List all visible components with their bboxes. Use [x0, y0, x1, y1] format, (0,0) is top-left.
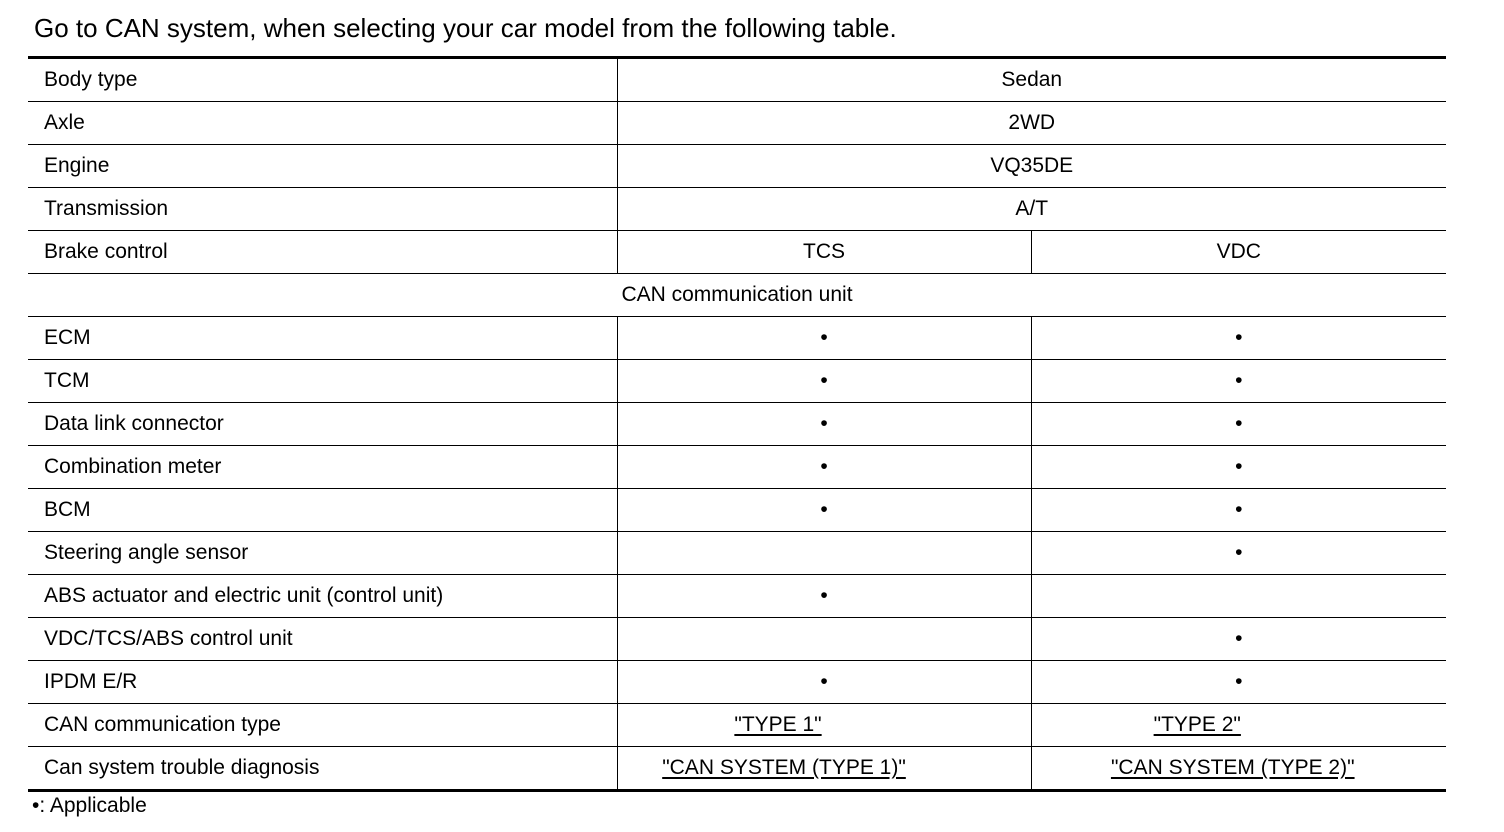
- unit-label: TCM: [28, 360, 617, 403]
- page-heading: Go to CAN system, when selecting your car model from the following table.: [34, 13, 897, 43]
- unit-label: VDC/TCS/ABS control unit: [28, 618, 617, 661]
- row-section-header: [28, 274, 1446, 317]
- unit-row: [28, 403, 1446, 446]
- type-1-link[interactable]: "TYPE 1": [734, 713, 822, 736]
- unit-label: ABS actuator and electric unit (control unit): [28, 575, 617, 618]
- unit-label: IPDM E/R: [28, 661, 617, 704]
- unit-row: [28, 661, 1446, 704]
- vdc-applicable-mark: •: [1031, 446, 1446, 489]
- tcs-applicable-mark: [617, 532, 1031, 575]
- unit-row: [28, 489, 1446, 532]
- row-label: Engine: [28, 145, 617, 188]
- row-label: Can system trouble diagnosis: [44, 756, 320, 779]
- row-brake-control: [28, 231, 1446, 274]
- vdc-applicable-mark: •: [1031, 661, 1446, 704]
- can-system-type-1-link[interactable]: "CAN SYSTEM (TYPE 1)": [662, 756, 906, 779]
- vdc-applicable-mark: •: [1031, 403, 1446, 446]
- unit-row: [28, 532, 1446, 575]
- tcs-applicable-mark: •: [617, 575, 1031, 618]
- tcs-applicable-mark: •: [617, 360, 1031, 403]
- transmission-value: A/T: [617, 188, 1446, 231]
- row-transmission: [28, 188, 1446, 231]
- can-system-type-2-link[interactable]: "CAN SYSTEM (TYPE 2)": [1110, 756, 1355, 779]
- engine-value: VQ35DE: [617, 145, 1446, 188]
- diagnosis-tcs-cell: [617, 747, 1031, 791]
- row-body-type: [28, 58, 1446, 102]
- comm-type-vdc-cell: [1031, 704, 1446, 747]
- row-label: Axle: [28, 102, 617, 145]
- row-engine: [28, 145, 1446, 188]
- brake-control-tcs: TCS: [617, 231, 1031, 274]
- unit-row: [28, 575, 1446, 618]
- row-label: Body type: [28, 58, 617, 102]
- brake-control-vdc: VDC: [1031, 231, 1446, 274]
- unit-label: BCM: [28, 489, 617, 532]
- unit-row: [28, 360, 1446, 403]
- unit-label: Steering angle sensor: [28, 532, 617, 575]
- row-diagnosis: [28, 747, 1446, 791]
- vdc-applicable-mark: •: [1031, 532, 1446, 575]
- tcs-applicable-mark: •: [617, 661, 1031, 704]
- diagnosis-vdc-cell: [1031, 747, 1446, 791]
- body-type-value: Sedan: [617, 58, 1446, 102]
- row-comm-type: [28, 704, 1446, 747]
- tcs-applicable-mark: •: [617, 403, 1031, 446]
- unit-row: [28, 618, 1446, 661]
- unit-label: ECM: [28, 317, 617, 360]
- unit-label: Combination meter: [28, 446, 617, 489]
- row-label: Brake control: [28, 231, 617, 274]
- unit-row: [28, 446, 1446, 489]
- vdc-applicable-mark: •: [1031, 618, 1446, 661]
- applicable-legend: •: Applicable: [32, 794, 147, 817]
- can-system-table: [28, 56, 1446, 792]
- row-axle: [28, 102, 1446, 145]
- unit-label: Data link connector: [28, 403, 617, 446]
- tcs-applicable-mark: •: [617, 489, 1031, 532]
- row-label: Transmission: [28, 188, 617, 231]
- row-label: CAN communication type: [28, 704, 617, 747]
- axle-value: 2WD: [617, 102, 1446, 145]
- vdc-applicable-mark: •: [1031, 489, 1446, 532]
- section-header: CAN communication unit: [28, 274, 1446, 317]
- type-2-link[interactable]: "TYPE 2": [1153, 713, 1241, 736]
- vdc-applicable-mark: •: [1031, 317, 1446, 360]
- vdc-applicable-mark: [1031, 575, 1446, 618]
- vdc-applicable-mark: •: [1031, 360, 1446, 403]
- unit-row: [28, 317, 1446, 360]
- tcs-applicable-mark: •: [617, 446, 1031, 489]
- tcs-applicable-mark: •: [617, 317, 1031, 360]
- comm-type-tcs-cell: [617, 704, 1031, 747]
- tcs-applicable-mark: [617, 618, 1031, 661]
